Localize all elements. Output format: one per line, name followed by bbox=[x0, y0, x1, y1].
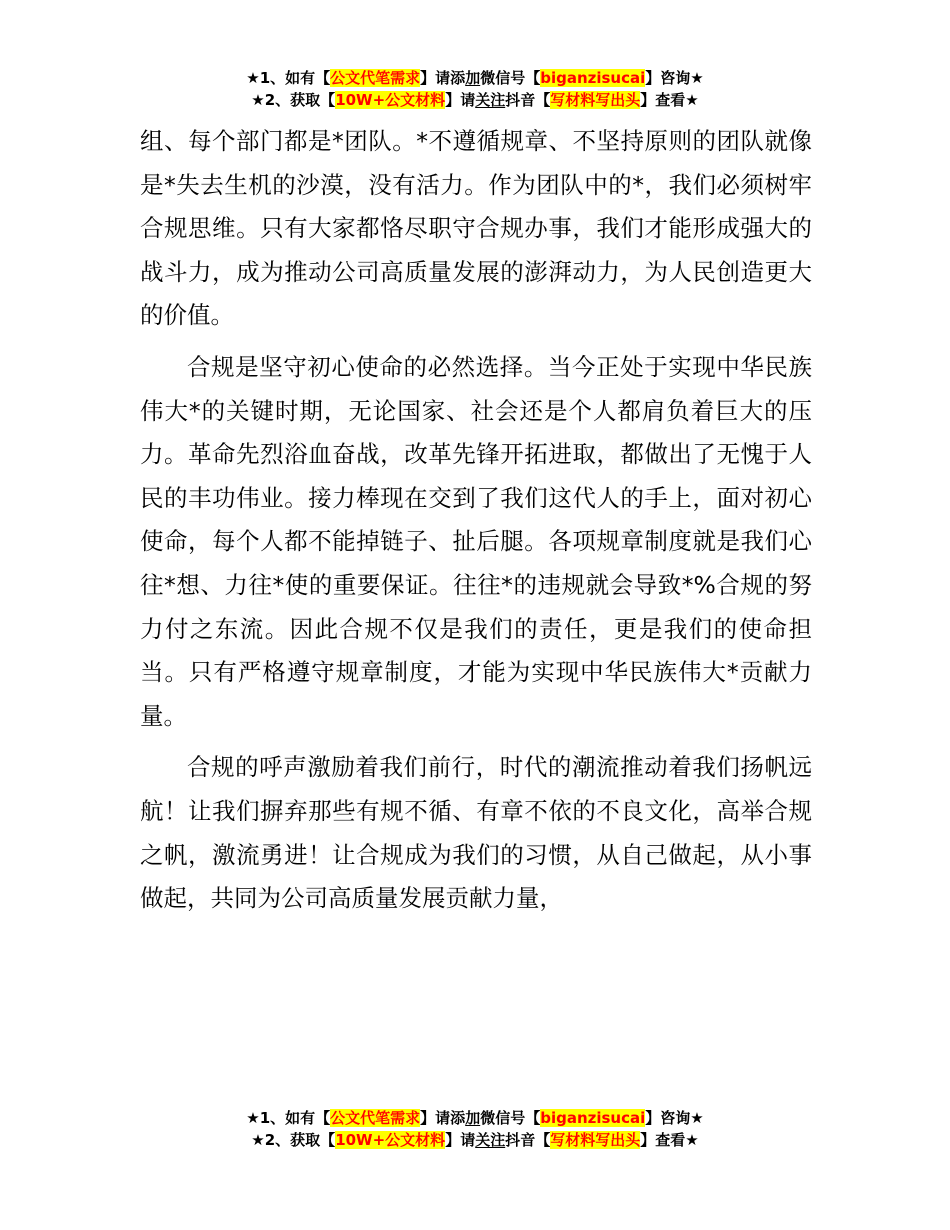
highlight-douyin-account: 写材料写出头 bbox=[550, 1131, 641, 1149]
header-line-2: ★2、获取【10W+公文材料】请关注抖音【写材料写出头】查看★ bbox=[251, 91, 699, 109]
highlight-wechat-id: biganzisucai bbox=[540, 1109, 646, 1127]
highlight-materials: 10W+公文材料 bbox=[335, 91, 446, 109]
paragraph: 合规是坚守初心使命的必然选择。当今正处于实现中华民族伟大*的关键时期，无论国家、社会还是个人都肩负着巨大的压力。革命先烈浴血奋战，改革先锋开拓进取，都做出了无愧于人民的丰功伟业。接力棒现在交到了我们这代人的手上，面对初心使命，每个人都不能掉链子、扯后腿。各项规章制度就是我们心往*想、力往*使的重要保证。往往*的违规就会导致*%合规的努力付之东流。因此合规不仅是我们的责任，更是我们的使命担当。只有严格遵守规章制度，才能为实现中华民族伟大*贡献力量。 bbox=[140, 352, 812, 730]
footer-line-2: ★2、获取【10W+公文材料】请关注抖音【写材料写出头】查看★ bbox=[251, 1131, 699, 1149]
highlight-materials: 10W+公文材料 bbox=[335, 1131, 446, 1149]
footer-line-1: ★1、如有【公文代笔需求】请添加微信号【biganzisucai】咨询★ bbox=[246, 1109, 704, 1127]
highlight-wechat-id: biganzisucai bbox=[540, 69, 646, 87]
paragraph-continuation: 组、每个部门都是*团队。*不遵循规章、不坚持原则的团队就像是*失去生机的沙漠，没有活力。作为团队中的*，我们必须树牢合规思维。只有大家都恪尽职守合规办事，我们才能形成强大的战斗力，成为推动公司高质量发展的澎湃动力，为人民创造更大的价值。 bbox=[140, 127, 812, 330]
highlight-douyin-account: 写材料写出头 bbox=[550, 91, 641, 109]
footer-banner bbox=[0, 1107, 950, 1151]
paragraph: 合规的呼声激励着我们前行，时代的潮流推动着我们扬帆远航！让我们摒弃那些有规不循、有章不依的不良文化，高举合规之帆，激流勇进！让合规成为我们的习惯，从自己做起，从小事做起，共同为公司高质量发展贡献力量， bbox=[140, 753, 812, 913]
highlight-service: 公文代笔需求 bbox=[330, 69, 421, 87]
header-line-1: ★1、如有【公文代笔需求】请添加微信号【biganzisucai】咨询★ bbox=[246, 69, 704, 87]
header-banner bbox=[0, 67, 950, 111]
highlight-service: 公文代笔需求 bbox=[330, 1109, 421, 1127]
document-body bbox=[140, 120, 812, 921]
